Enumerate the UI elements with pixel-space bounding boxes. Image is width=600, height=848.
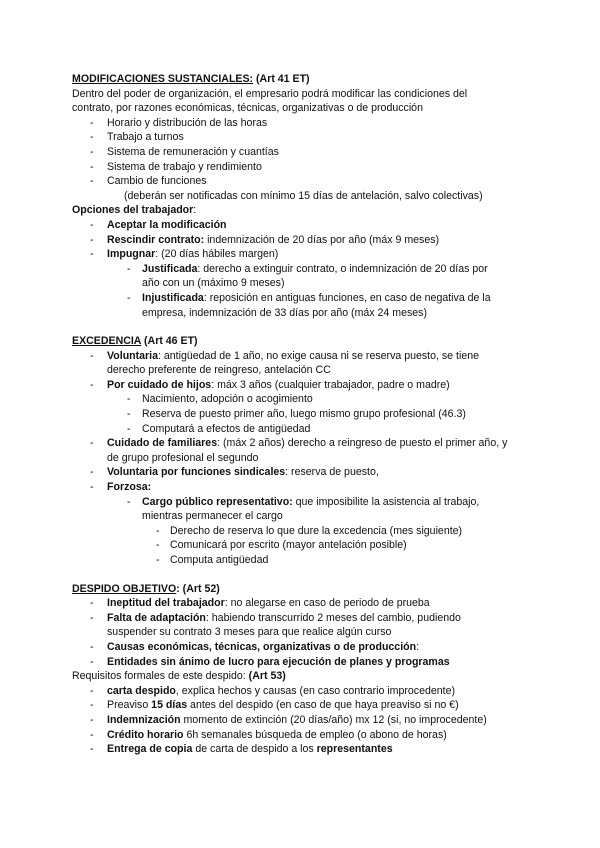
item-text: Nacimiento, adopción o acogimiento	[142, 393, 313, 406]
section-heading	[72, 334, 534, 349]
list-item	[72, 145, 534, 160]
item-text: Computará a efectos de antigüedad	[142, 422, 311, 435]
paragraph-line: Dentro del poder de organización, el empresario podrá modificar las condiciones del	[72, 87, 468, 100]
list-item-text: Sistema de remuneración y cuantías	[107, 145, 279, 158]
list-item-text: Sistema de trabajo y rendimiento	[107, 160, 262, 173]
item-text: mientras permanecer el cargo	[142, 510, 283, 523]
item-text: Derecho de reserva lo que dure la excedencia (mes siguiente)	[170, 524, 463, 537]
excedencia-list	[72, 349, 534, 568]
item-bold: representantes	[316, 743, 393, 756]
list-item	[72, 742, 534, 757]
list-item	[72, 116, 534, 131]
item-text: : (máx 2 años) derecho a reingreso de puesto el primer año, y	[217, 437, 508, 450]
item-text: : máx 3 años (cualquier trabajador, padre o madre)	[211, 378, 450, 391]
list-item	[72, 218, 534, 233]
dash-bullet: -	[90, 597, 94, 610]
requisitos-line	[72, 669, 534, 684]
dash-bullet: -	[127, 291, 131, 304]
item-bold: Crédito horario	[107, 728, 184, 741]
dash-bullet: -	[90, 684, 94, 697]
item-text: : reposición en antiguas funciones, en caso de negativa de la	[203, 291, 491, 304]
item-bold: Impugnar	[107, 248, 156, 261]
section-gap	[72, 320, 534, 334]
item-bold: Falta de adaptación	[107, 611, 206, 624]
item-text: antes del despido (en caso de que haya preaviso si no €)	[187, 699, 459, 712]
dash-bullet: -	[127, 408, 131, 421]
dash-bullet: -	[90, 131, 94, 144]
list-item	[72, 407, 534, 422]
item-text: momento de extinción (20 días/año) mx 12 (si, no improcedente)	[180, 713, 487, 726]
list-item	[72, 713, 534, 728]
dash-bullet: -	[90, 349, 94, 362]
requisitos-article: (Art 53)	[248, 670, 286, 683]
list-item-text: Horario y distribución de las horas	[107, 116, 268, 129]
dash-bullet: -	[90, 699, 94, 712]
item-text: : no alegarse en caso de periodo de prueba	[224, 597, 430, 610]
heading-article: (Art 46 ET)	[141, 335, 198, 348]
list-item	[72, 728, 534, 743]
item-text: : reserva de puesto,	[285, 466, 379, 479]
dash-bullet: -	[127, 422, 131, 435]
list-item	[72, 130, 534, 145]
item-bold: Por cuidado de hijos	[107, 378, 212, 391]
section-gap	[72, 568, 534, 582]
item-text: Computa antigüedad	[170, 554, 269, 566]
item-bold: Causas económicas, técnicas, organizativas o de producción	[107, 640, 417, 653]
list-item-text: Trabajo a turnos	[107, 131, 184, 144]
item-text: :	[416, 640, 420, 653]
item-text: indemnización de 20 días por año (máx 9 meses)	[204, 233, 440, 246]
heading-title: DESPIDO OBJETIVO	[72, 582, 177, 595]
dash-bullet: -	[90, 728, 94, 741]
dash-bullet: -	[127, 393, 131, 406]
despido-causas-list	[72, 596, 534, 669]
item-bold: Voluntaria por funciones sindicales	[107, 466, 286, 479]
list-item	[72, 596, 534, 611]
document-content	[72, 72, 534, 757]
dash-bullet: -	[90, 116, 94, 129]
list-item	[72, 436, 534, 465]
list-item	[72, 640, 534, 655]
item-text: Comunicará por escrito (mayor antelación posible)	[170, 539, 407, 552]
requisitos-list	[72, 684, 534, 757]
section-heading	[72, 72, 534, 87]
list-item	[72, 378, 534, 393]
item-text: , explica hechos y causas (en caso contrario improcedente)	[175, 684, 456, 697]
item-text: 6h semanales búsqueda de empleo (o abono de horas)	[183, 728, 447, 741]
list-item	[72, 262, 534, 291]
item-text: suspender su contrato 3 meses para que realice algún curso	[107, 626, 392, 639]
heading-title: MODIFICACIONES SUSTANCIALES:	[72, 73, 254, 85]
list-item	[72, 247, 534, 262]
dash-bullet: -	[156, 554, 160, 566]
dash-bullet: -	[90, 466, 94, 479]
dash-bullet: -	[90, 481, 94, 494]
item-text: año con un (máximo 9 meses)	[142, 277, 285, 290]
dash-bullet: -	[127, 262, 131, 275]
dash-bullet: -	[90, 248, 94, 261]
list-item	[72, 392, 534, 407]
list-item	[72, 480, 534, 495]
list-item	[72, 611, 534, 640]
requisitos-text: Requisitos formales de este despido:	[72, 670, 249, 683]
item-bold: Injustificada	[142, 291, 204, 304]
section-heading	[72, 582, 534, 597]
item-bold: carta despido	[107, 684, 176, 697]
item-text: de carta de despido a los	[192, 743, 317, 756]
opciones-list	[72, 218, 534, 320]
note-line: (deberán ser notificadas con mínimo 15 días de antelación, salvo colectivas)	[124, 189, 483, 202]
heading-title: EXCEDENCIA	[72, 335, 142, 348]
dash-bullet: -	[90, 611, 94, 624]
item-bold: 15 días	[151, 699, 188, 712]
item-bold: Rescindir contrato:	[107, 233, 205, 246]
item-text: empresa, indemnización de 33 días por año (máx 24 meses)	[142, 306, 428, 319]
item-bold: Cargo público representativo:	[142, 495, 293, 508]
item-bold: Cuidado de familiares	[107, 437, 218, 450]
list-item	[72, 684, 534, 699]
section-modificaciones	[72, 72, 534, 320]
dash-bullet: -	[90, 160, 94, 173]
item-bold: Forzosa:	[107, 481, 152, 494]
dash-bullet: -	[156, 539, 160, 552]
list-item	[72, 349, 534, 378]
item-bold: Entidades sin ánimo de lucro para ejecución de planes y programas	[107, 655, 450, 668]
item-text: : (20 días hábiles margen)	[155, 248, 279, 261]
item-text: Preaviso	[107, 699, 152, 712]
item-text: de grupo profesional el segundo	[107, 451, 259, 464]
dash-bullet: -	[90, 378, 94, 391]
list-item	[72, 422, 534, 437]
list-item	[72, 698, 534, 713]
item-text: que imposibilite la asistencia al trabajo,	[292, 495, 480, 508]
item-bold: Voluntaria	[107, 349, 159, 362]
item-bold: Justificada	[142, 262, 198, 275]
list-item	[72, 538, 534, 553]
list-item	[72, 160, 534, 175]
dash-bullet: -	[90, 743, 94, 756]
list-item-text: Cambio de funciones	[107, 175, 207, 188]
item-text: : derecho a extinguir contrato, o indemnización de 20 días por	[197, 262, 488, 275]
list-item	[72, 233, 534, 248]
dash-bullet: -	[156, 524, 160, 537]
dash-bullet: -	[90, 233, 94, 246]
list-item	[72, 655, 534, 670]
list-item	[72, 495, 534, 524]
subheading-colon: :	[193, 204, 197, 217]
section-despido-objetivo	[72, 582, 534, 757]
item-bold: Entrega de copia	[107, 743, 193, 756]
list-item	[72, 465, 534, 480]
list-item	[72, 174, 534, 189]
modificaciones-list	[72, 116, 534, 189]
dash-bullet: -	[90, 640, 94, 653]
list-item	[72, 553, 534, 568]
item-text: derecho preferente de reingreso, antelación CC	[107, 364, 331, 377]
subheading-text: Opciones del trabajador	[72, 204, 194, 217]
dash-bullet: -	[90, 713, 94, 726]
section-excedencia	[72, 334, 534, 568]
item-text: : habiendo transcurrido 2 meses del cambio, pudiendo	[205, 611, 461, 624]
item-text: : antigüedad de 1 año, no exige causa ni se reserva puesto, se tiene	[158, 349, 479, 362]
item-bold: Aceptar la modificación	[107, 218, 227, 231]
dash-bullet: -	[90, 145, 94, 158]
heading-article: : (Art 52)	[176, 582, 220, 595]
dash-bullet: -	[127, 495, 131, 508]
paragraph-line: contrato, por razones económicas, técnicas, organizativas o de producción	[72, 102, 423, 115]
dash-bullet: -	[90, 218, 94, 231]
item-bold: Ineptitud del trabajador	[107, 597, 225, 610]
list-item	[72, 524, 534, 539]
list-item	[72, 291, 534, 320]
subheading-opciones	[72, 203, 534, 218]
dash-bullet: -	[90, 655, 94, 668]
dash-bullet: -	[90, 175, 94, 188]
dash-bullet: -	[90, 437, 94, 450]
heading-article: (Art 41 ET)	[253, 73, 310, 85]
item-bold: Indemnización	[107, 713, 181, 726]
item-text: Reserva de puesto primer año, luego mismo grupo profesional (46.3)	[142, 408, 466, 421]
